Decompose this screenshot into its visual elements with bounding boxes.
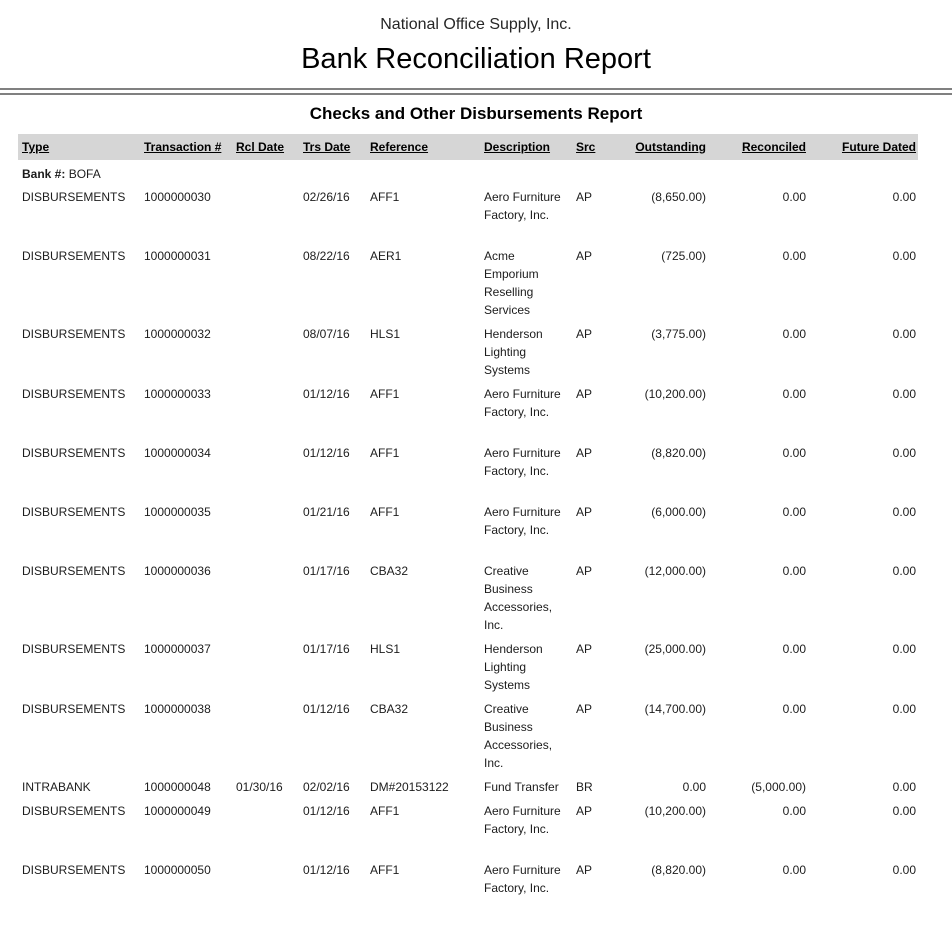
cell-description: Aero Furniture Factory, Inc. bbox=[484, 804, 561, 836]
cell-rcl-date bbox=[232, 382, 299, 441]
table-row bbox=[18, 441, 918, 500]
cell-future-dated: 0.00 bbox=[892, 387, 916, 401]
cell-transaction-number: 1000000048 bbox=[144, 780, 211, 794]
cell-rcl-date: 01/30/16 bbox=[236, 780, 283, 794]
cell-src: AP bbox=[576, 387, 593, 401]
cell-transaction-number: 1000000031 bbox=[144, 249, 211, 263]
cell-description: Henderson Lighting Systems bbox=[484, 327, 543, 377]
cell-transaction-number: 1000000032 bbox=[144, 327, 211, 341]
report-header bbox=[0, 0, 952, 78]
cell-future-dated: 0.00 bbox=[892, 505, 916, 519]
cell-src: AP bbox=[576, 804, 593, 818]
cell-reconciled: 0.00 bbox=[782, 505, 806, 519]
cell-future-dated: 0.00 bbox=[892, 863, 916, 877]
cell-transaction-number: 1000000034 bbox=[144, 446, 211, 460]
column-header-future-dated: Future Dated bbox=[808, 134, 918, 160]
cell-reconciled: 0.00 bbox=[782, 327, 806, 341]
cell-src: AP bbox=[576, 564, 593, 578]
cell-rcl-date bbox=[232, 441, 299, 500]
cell-reconciled: 0.00 bbox=[782, 804, 806, 818]
cell-future-dated: 0.00 bbox=[892, 327, 916, 341]
cell-outstanding: (14,700.00) bbox=[644, 702, 706, 716]
disbursements-table bbox=[18, 134, 918, 917]
cell-description: Aero Furniture Factory, Inc. bbox=[484, 446, 561, 478]
cell-reconciled: 0.00 bbox=[782, 190, 806, 204]
cell-type: DISBURSEMENTS bbox=[22, 387, 126, 401]
cell-reconciled: 0.00 bbox=[782, 702, 806, 716]
cell-reference: CBA32 bbox=[370, 564, 409, 578]
table-row bbox=[18, 244, 918, 322]
cell-rcl-date bbox=[232, 799, 299, 858]
column-header-reconciled: Reconciled bbox=[708, 134, 808, 160]
cell-src: AP bbox=[576, 327, 593, 341]
cell-trs-date: 08/22/16 bbox=[303, 249, 350, 263]
table-row bbox=[18, 559, 918, 637]
cell-trs-date: 02/26/16 bbox=[303, 190, 350, 204]
cell-reference: AER1 bbox=[370, 249, 402, 263]
cell-outstanding: (6,000.00) bbox=[651, 505, 706, 519]
table-row bbox=[18, 799, 918, 858]
cell-description: Henderson Lighting Systems bbox=[484, 642, 543, 692]
cell-rcl-date bbox=[232, 858, 299, 917]
cell-outstanding: (8,650.00) bbox=[651, 190, 706, 204]
cell-reference: AFF1 bbox=[370, 804, 400, 818]
bank-number-value: BOFA bbox=[68, 167, 101, 181]
cell-future-dated: 0.00 bbox=[892, 702, 916, 716]
cell-type: DISBURSEMENTS bbox=[22, 863, 126, 877]
cell-trs-date: 01/17/16 bbox=[303, 642, 350, 656]
table-row bbox=[18, 500, 918, 559]
cell-description: Aero Furniture Factory, Inc. bbox=[484, 505, 561, 537]
table-row bbox=[18, 322, 918, 382]
cell-src: BR bbox=[576, 780, 593, 794]
cell-trs-date: 02/02/16 bbox=[303, 780, 350, 794]
cell-outstanding: (12,000.00) bbox=[644, 564, 706, 578]
section-title: Checks and Other Disbursements Report bbox=[309, 104, 643, 123]
cell-transaction-number: 1000000033 bbox=[144, 387, 211, 401]
cell-reference: AFF1 bbox=[370, 446, 400, 460]
cell-transaction-number: 1000000035 bbox=[144, 505, 211, 519]
company-name: National Office Supply, Inc. bbox=[380, 16, 572, 33]
cell-future-dated: 0.00 bbox=[892, 780, 916, 794]
cell-reference: AFF1 bbox=[370, 190, 400, 204]
cell-description: Creative Business Accessories, Inc. bbox=[484, 702, 553, 770]
cell-future-dated: 0.00 bbox=[892, 564, 916, 578]
cell-outstanding: (3,775.00) bbox=[651, 327, 706, 341]
cell-type: DISBURSEMENTS bbox=[22, 642, 126, 656]
column-header-row bbox=[18, 134, 918, 160]
table-row bbox=[18, 775, 918, 799]
table-row bbox=[18, 858, 918, 917]
cell-rcl-date bbox=[232, 500, 299, 559]
cell-rcl-date bbox=[232, 697, 299, 775]
cell-type: DISBURSEMENTS bbox=[22, 190, 126, 204]
cell-type: DISBURSEMENTS bbox=[22, 564, 126, 578]
cell-outstanding: (725.00) bbox=[661, 249, 706, 263]
cell-outstanding: (10,200.00) bbox=[644, 387, 706, 401]
cell-type: DISBURSEMENTS bbox=[22, 804, 126, 818]
report-table-body bbox=[18, 160, 918, 917]
column-header-type: Type bbox=[18, 134, 140, 160]
table-row bbox=[18, 185, 918, 244]
cell-trs-date: 01/12/16 bbox=[303, 387, 350, 401]
cell-src: AP bbox=[576, 190, 593, 204]
cell-outstanding: (25,000.00) bbox=[644, 642, 706, 656]
cell-reconciled: 0.00 bbox=[782, 564, 806, 578]
page-title: Bank Reconciliation Report bbox=[301, 43, 651, 75]
cell-reconciled: 0.00 bbox=[782, 387, 806, 401]
cell-reference: DM#20153122 bbox=[370, 780, 449, 794]
cell-description: Aero Furniture Factory, Inc. bbox=[484, 387, 561, 419]
cell-trs-date: 01/12/16 bbox=[303, 804, 350, 818]
cell-outstanding: (8,820.00) bbox=[651, 863, 706, 877]
cell-outstanding: 0.00 bbox=[682, 780, 706, 794]
cell-src: AP bbox=[576, 446, 593, 460]
cell-future-dated: 0.00 bbox=[892, 446, 916, 460]
cell-rcl-date bbox=[232, 244, 299, 322]
cell-transaction-number: 1000000036 bbox=[144, 564, 211, 578]
cell-future-dated: 0.00 bbox=[892, 190, 916, 204]
header-divider bbox=[0, 88, 952, 95]
table-row bbox=[18, 697, 918, 775]
cell-description: Acme Emporium Reselling Services bbox=[484, 249, 539, 317]
column-header-src: Src bbox=[572, 134, 615, 160]
cell-type: DISBURSEMENTS bbox=[22, 327, 126, 341]
cell-type: DISBURSEMENTS bbox=[22, 702, 126, 716]
cell-transaction-number: 1000000037 bbox=[144, 642, 211, 656]
cell-src: AP bbox=[576, 702, 593, 716]
cell-future-dated: 0.00 bbox=[892, 804, 916, 818]
cell-description: Aero Furniture Factory, Inc. bbox=[484, 190, 561, 222]
cell-outstanding: (10,200.00) bbox=[644, 804, 706, 818]
cell-src: AP bbox=[576, 505, 593, 519]
bank-group-cell bbox=[18, 160, 918, 185]
cell-rcl-date bbox=[232, 637, 299, 697]
cell-description: Aero Furniture Factory, Inc. bbox=[484, 863, 561, 895]
cell-transaction-number: 1000000050 bbox=[144, 863, 211, 877]
column-header-reference: Reference bbox=[366, 134, 480, 160]
column-header-transaction: Transaction # bbox=[140, 134, 232, 160]
cell-reference: HLS1 bbox=[370, 642, 401, 656]
cell-rcl-date bbox=[232, 322, 299, 382]
cell-trs-date: 01/12/16 bbox=[303, 702, 350, 716]
cell-trs-date: 01/21/16 bbox=[303, 505, 350, 519]
column-header-outstanding: Outstanding bbox=[615, 134, 708, 160]
bank-number-label: Bank #: bbox=[22, 167, 66, 181]
cell-transaction-number: 1000000049 bbox=[144, 804, 211, 818]
cell-transaction-number: 1000000030 bbox=[144, 190, 211, 204]
table-row bbox=[18, 637, 918, 697]
table-row bbox=[18, 382, 918, 441]
cell-reconciled: 0.00 bbox=[782, 446, 806, 460]
cell-type: DISBURSEMENTS bbox=[22, 249, 126, 263]
cell-reference: AFF1 bbox=[370, 505, 400, 519]
cell-reference: HLS1 bbox=[370, 327, 401, 341]
cell-rcl-date bbox=[232, 559, 299, 637]
cell-rcl-date bbox=[232, 185, 299, 244]
cell-type: INTRABANK bbox=[22, 780, 91, 794]
column-header-description: Description bbox=[480, 134, 572, 160]
cell-transaction-number: 1000000038 bbox=[144, 702, 211, 716]
bank-group-row bbox=[18, 160, 918, 185]
cell-type: DISBURSEMENTS bbox=[22, 505, 126, 519]
cell-reconciled: (5,000.00) bbox=[751, 780, 806, 794]
cell-trs-date: 01/12/16 bbox=[303, 446, 350, 460]
cell-future-dated: 0.00 bbox=[892, 642, 916, 656]
cell-outstanding: (8,820.00) bbox=[651, 446, 706, 460]
cell-future-dated: 0.00 bbox=[892, 249, 916, 263]
cell-type: DISBURSEMENTS bbox=[22, 446, 126, 460]
cell-trs-date: 01/12/16 bbox=[303, 863, 350, 877]
cell-src: AP bbox=[576, 642, 593, 656]
cell-src: AP bbox=[576, 249, 593, 263]
cell-reference: AFF1 bbox=[370, 863, 400, 877]
cell-src: AP bbox=[576, 863, 593, 877]
column-header-trs-date: Trs Date bbox=[299, 134, 366, 160]
cell-reconciled: 0.00 bbox=[782, 249, 806, 263]
cell-trs-date: 08/07/16 bbox=[303, 327, 350, 341]
cell-description: Fund Transfer bbox=[484, 780, 559, 794]
column-header-rcl-date: Rcl Date bbox=[232, 134, 299, 160]
cell-description: Creative Business Accessories, Inc. bbox=[484, 564, 553, 632]
cell-reconciled: 0.00 bbox=[782, 642, 806, 656]
cell-reconciled: 0.00 bbox=[782, 863, 806, 877]
cell-reference: AFF1 bbox=[370, 387, 400, 401]
cell-trs-date: 01/17/16 bbox=[303, 564, 350, 578]
cell-reference: CBA32 bbox=[370, 702, 409, 716]
